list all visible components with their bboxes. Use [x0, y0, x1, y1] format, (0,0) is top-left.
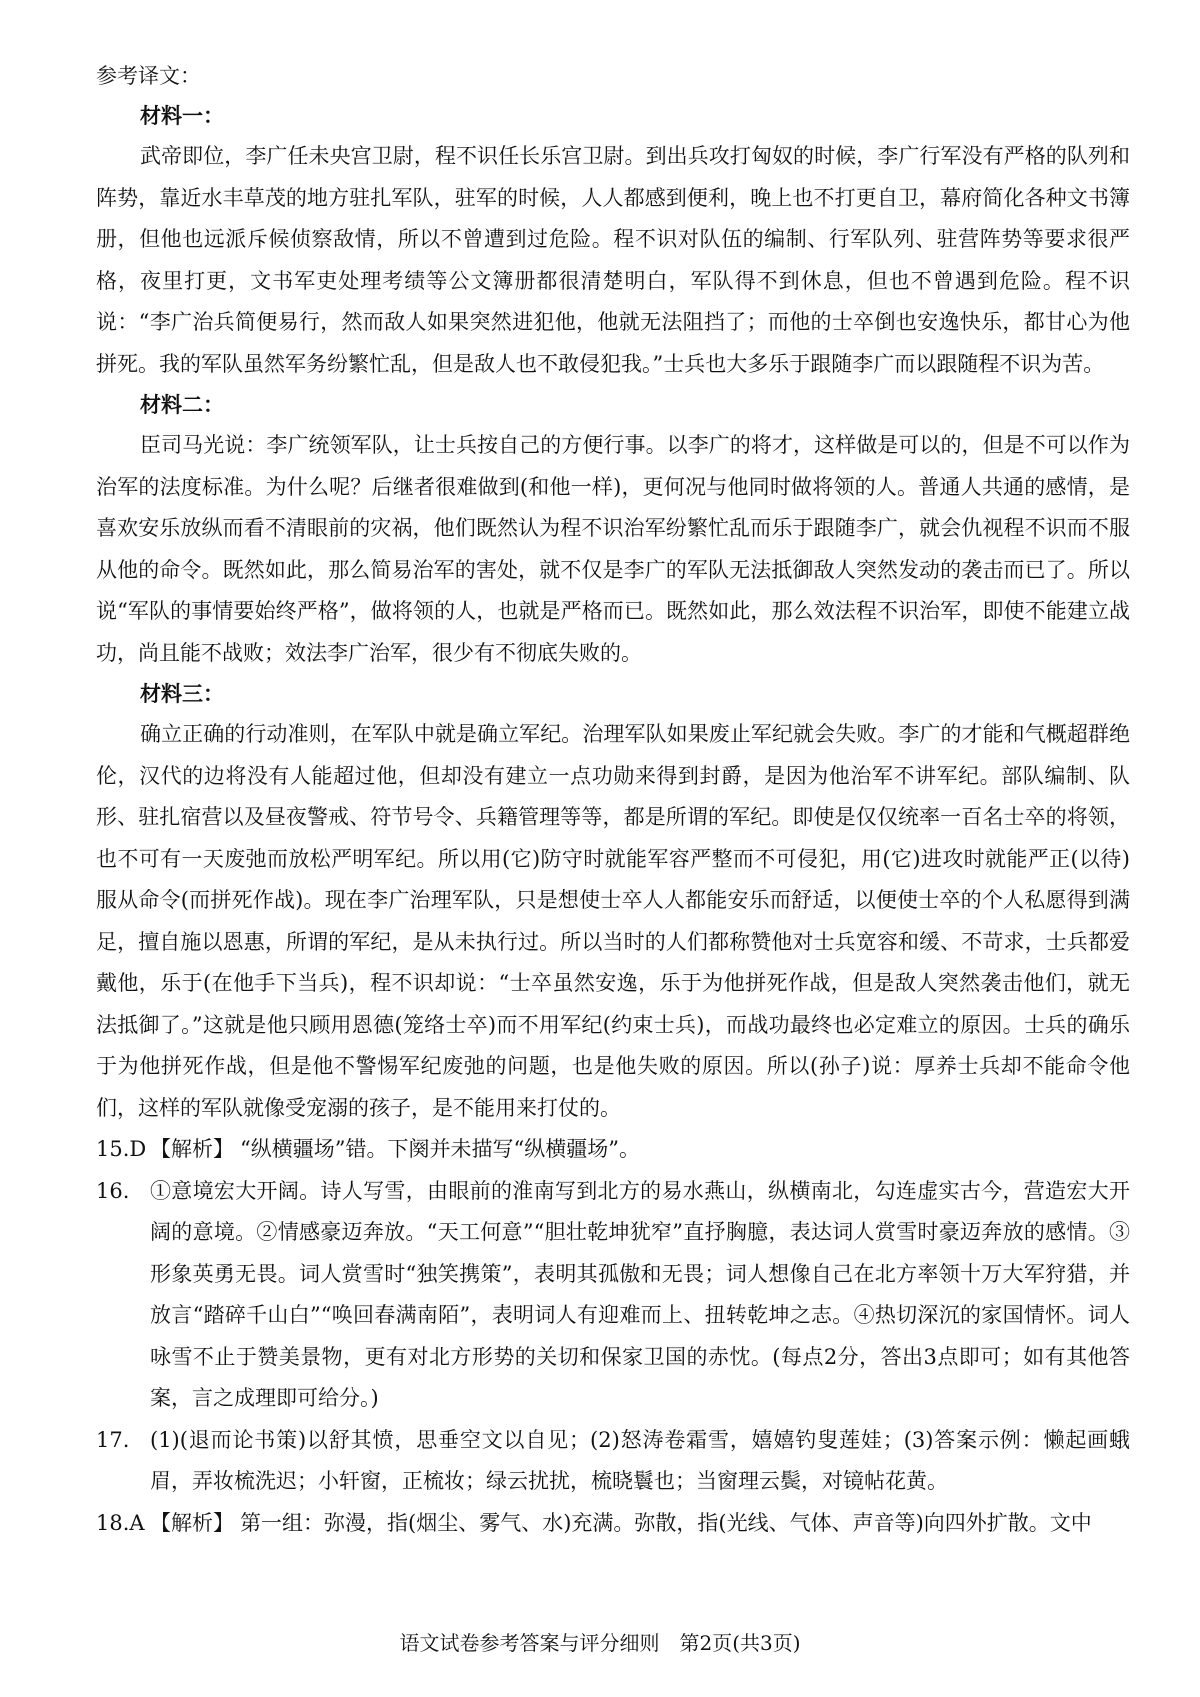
answer-number: 15.D: [96, 1137, 147, 1161]
translation-heading: 参考译文：: [96, 64, 201, 88]
answer-number: 16.: [96, 1178, 130, 1203]
material-3-text: 确立正确的行动准则，在军队中就是确立军纪。治理军队如果废止军纪就会失败。李广的才能和气概超群绝伦，汉代的边将没有人能超过他，但却没有建立一点功勋来得到封爵，是因为他治军不讲军纪。部队编制、队形、驻扎宿营以及昼夜警戒、符节号令、兵籍管理等等，都是所谓的军纪。即使是仅仅统率一百名士卒的将领，也不可有一天废弛而放松严明军纪。所以用(它)防守时就能军容严整而不可侵犯，用(它)进攻时就能严正(以待)服从命令(而拼死作战)。现在李广治理军队，只是想使士卒人人都能安乐而舒适，以便使士卒的个人私愿得到满足，擅自施以恩惠，所谓的军纪，是从未执行过。所以当时的人们都称赞他对士兵宽容和缓、不苛求，士兵都爱戴他，乐于(在他手下当兵)，程不识却说：“士卒虽然安逸，乐于为他拼死作战，但是敌人突然袭击他们，就无法抵御了。”这就是他只顾用恩德(笼络士卒)而不用军纪(约束士兵)，而战功最终也必定难立的原因。士兵的确乐于为他拼死作战，但是他不警惕军纪废弛的问题，也是他失败的原因。所以(孙子)说：厚养士兵却不能命令他们，这样的军队就像受宠溺的孩子，是不能用来打仗的。: [96, 722, 1130, 1120]
answer-body: [150, 1503, 1130, 1545]
answer-body: [150, 1129, 1130, 1171]
answer-15: [96, 1129, 1130, 1171]
answer-text: (1)(退而论书策)以舒其愤，思垂空文以自见；(2)怒涛卷霜雪，嬉嬉钓叟莲娃；(3)答案示例：懒起画蛾眉，弄妆梳洗迟；小轩窗，正梳妆；绿云扰扰，梳晓鬟也；当窗理云鬓，对镜帖花黄。: [150, 1427, 1130, 1493]
answer-number: 17.: [96, 1427, 130, 1452]
answer-text: “纵横疆场”错。下阕并未描写“纵横疆场”。: [240, 1137, 640, 1161]
answer-text: 第一组：弥漫，指(烟尘、雾气、水)充满。弥散，指(光线、气体、声音等)向四外扩散。文中: [240, 1510, 1092, 1535]
answer-text: ①意境宏大开阔。诗人写雪，由眼前的淮南写到北方的易水燕山，纵横南北，勾连虚实古今，营造宏大开阔的意境。②情感豪迈奔放。“天工何意”“胆壮乾坤犹窄”直抒胸臆，表达词人赏雪时豪迈奔放的感情。③形象英勇无畏。词人赏雪时“独笑携策”，表明其孤傲和无畏；词人想像自己在北方率领十万大军狩猎，并放言“踏碎千山白”“唤回春满南陌”，表明词人有迎难而上、扭转乾坤之志。④热切深沉的家国情怀。词人咏雪不止于赞美景物，更有对北方形势的关切和保家卫国的赤忱。(每点2分，答出3点即可；如有其他答案，言之成理即可给分。): [150, 1178, 1130, 1410]
material-1-text: 武帝即位，李广任未央宫卫尉，程不识任长乐宫卫尉。到出兵攻打匈奴的时候，李广行军没有严格的队列和阵势，靠近水丰草茂的地方驻扎军队，驻军的时候，人人都感到便利，晚上也不打更自卫，幕府简化各种文书簿册，但他也远派斥候侦察敌情，所以不曾遭到过危险。程不识对队伍的编制、行军队列、驻营阵势等要求很严格，夜里打更，文书军吏处理考绩等公文簿册都很清楚明白，军队得不到休息，但也不曾遇到危险。程不识说：“李广治兵简便易行，然而敌人如果突然进犯他，他就无法阻挡了；而他的士卒倒也安逸快乐，都甘心为他拼死。我的军队虽然军务纷繁忙乱，但是敌人也不敢侵犯我。”士兵也大多乐于跟随李广而以跟随程不识为苦。: [96, 144, 1130, 376]
answer-number: 18.A: [96, 1510, 145, 1535]
analysis-tag: 【解析】: [150, 1137, 234, 1161]
answer-18: [96, 1503, 1130, 1545]
material-1-title: 材料一：: [140, 103, 224, 128]
page-footer: 语文试卷参考答案与评分细则 第2页(共3页): [399, 1631, 801, 1655]
material-2-text: 臣司马光说：李广统领军队，让士兵按自己的方便行事。以李广的将才，这样做是可以的，但是不可以作为治军的法度标准。为什么呢？后继者很难做到(和他一样)，更何况与他同时做将领的人。普通人共通的感情，是喜欢安乐放纵而看不清眼前的灾祸，他们既然认为程不识治军纷繁忙乱而乐于跟随李广，就会仇视程不识而不服从他的命令。既然如此，那么简易治军的害处，就不仅是李广的军队无法抵御敌人突然发动的袭击而已了。所以说“军队的事情要始终严格”，做将领的人，也就是严格而已。既然如此，那么效法程不识治军，即使不能建立战功，尚且能不战败；效法李广治军，很少有不彻底失败的。: [96, 433, 1130, 665]
answer-16: [96, 1171, 1130, 1420]
analysis-tag: 【解析】: [150, 1510, 234, 1535]
material-2-title: 材料二：: [140, 392, 224, 417]
answer-17: [96, 1420, 1130, 1503]
material-3-title: 材料三：: [140, 681, 224, 706]
